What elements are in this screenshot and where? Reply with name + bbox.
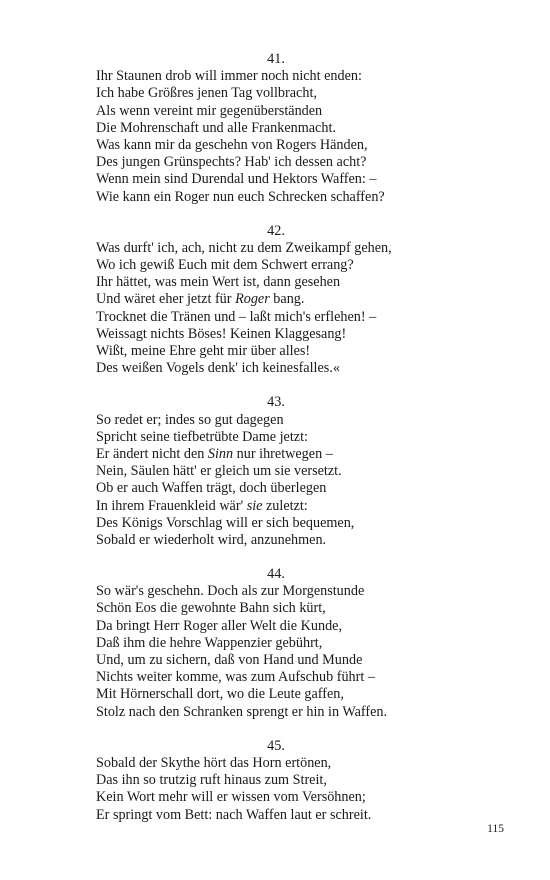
verse-text: So wär's geschehn. Doch als zur Morgenstunde [96,583,365,600]
emphasized-text: Roger [235,291,270,308]
verse-text: Was kann mir da geschehn von Rogers Händen, [96,136,368,153]
verse-text: Das ihn so trutzig ruft hinaus zum Streit, [96,772,327,789]
verse-text: Wo ich gewiß Euch mit dem Schwert errang? [96,257,354,274]
verse-line [96,309,456,326]
stanza-number: 43. [267,394,285,411]
verse-text: Er ändert nicht den [96,445,208,462]
verse-text: zuletzt: [262,497,308,514]
verse-text: bang. [269,291,305,308]
verse-line [96,583,456,600]
verse-text: Sobald der Skythe hört das Horn ertönen, [96,754,332,771]
verse-line [96,360,456,377]
verse-text: Wie kann ein Roger nun euch Schrecken schaffen? [96,188,385,205]
verse-text: Er springt vom Bett: nach Waffen laut er schreit. [96,806,372,823]
verse-text: nur ihretwegen – [233,445,333,462]
verse-line [96,532,456,549]
verse-text: So redet er; indes so gut dagegen [96,411,284,428]
verse-line [96,137,456,154]
verse-text: Was durft' ich, ach, nicht zu dem Zweikampf gehen, [96,239,392,256]
verse-line [96,103,456,120]
verse-text: Stolz nach den Schranken sprengt er hin in Waffen. [96,703,388,720]
verse-text: Des jungen Grünspechts? Hab' ich dessen acht? [96,154,367,171]
verse-text: Wenn mein sind Durendal und Hektors Waffen: – [96,171,377,188]
verse-line [96,498,456,515]
verse-line [96,755,456,772]
verse-line [96,274,456,291]
verse-text: Die Mohrenschaft und alle Frankenmacht. [96,119,336,136]
verse-line [96,68,456,85]
verse-line [96,412,456,429]
verse-text: Und wäret eher jetzt für [96,291,236,308]
page-number: 115 [487,823,504,835]
stanza-number: 42. [267,222,285,239]
verse-text: Daß ihm die hehre Wappenzier gebührt, [96,634,323,651]
verse-text: Trocknet die Tränen und – laßt mich's erflehen! – [96,308,377,325]
verse-line [96,600,456,617]
stanza-number: 45. [267,737,285,754]
stanza [96,223,456,378]
verse-line [96,704,456,721]
verse-line [96,120,456,137]
verse-line [96,189,456,206]
verse-line [96,652,456,669]
page-body [96,51,456,841]
verse-line [96,154,456,171]
verse-line [96,343,456,360]
verse-text: Weissagt nichts Böses! Keinen Klaggesang! [96,325,347,342]
stanza-number: 41. [267,51,285,67]
verse-line [96,618,456,635]
stanza [96,566,456,721]
verse-text: Nichts weiter komme, was zum Aufschub führt – [96,669,375,686]
verse-text: Ihr hättet, was mein Wert ist, dann gesehen [96,274,341,291]
verse-text: In ihrem Frauenkleid wär' [96,497,247,514]
verse-text: Ob er auch Waffen trägt, doch überlegen [96,480,327,497]
verse-text: Schön Eos die gewohnte Bahn sich kürt, [96,600,326,617]
verse-text: Des weißen Vogels denk' ich keinesfalles.« [96,360,340,377]
verse-line [96,789,456,806]
verse-text: Ihr Staunen drob will immer noch nicht enden: [96,68,362,85]
emphasized-text: sie [246,497,263,514]
verse-line [96,772,456,789]
verse-line [96,240,456,257]
verse-line [96,463,456,480]
verse-text: Des Königs Vorschlag will er sich bequemen, [96,514,355,531]
verse-text: Kein Wort mehr will er wissen vom Versöhnen; [96,789,366,806]
verse-line [96,446,456,463]
verse-text: Mit Hörnerschall dort, wo die Leute gaffen, [96,686,344,703]
verse-text: Und, um zu sichern, daß von Hand und Munde [96,652,363,668]
stanza [96,394,456,549]
verse-line [96,807,456,824]
stanza [96,738,456,824]
verse-line [96,429,456,446]
emphasized-text: Sinn [207,445,234,462]
verse-text: Sobald er wiederholt wird, anzunehmen. [96,531,327,548]
verse-text: Wißt, meine Ehre geht mir über alles! [96,343,311,359]
verse-line [96,686,456,703]
verse-line [96,326,456,343]
verse-text: Da bringt Herr Roger aller Welt die Kunde, [96,617,343,634]
verse-line [96,171,456,188]
verse-text: Nein, Säulen hätt' er gleich um sie versetzt. [96,463,342,480]
verse-text: Ich habe Größres jenen Tag vollbracht, [96,85,317,102]
stanza-number: 44. [267,566,285,583]
verse-line [96,85,456,102]
verse-text: Spricht seine tiefbetrübte Dame jetzt: [96,428,308,445]
verse-line [96,257,456,274]
verse-line [96,515,456,532]
verse-line [96,291,456,308]
verse-line [96,669,456,686]
verse-line [96,635,456,652]
stanza [96,51,456,206]
verse-line [96,480,456,497]
verse-text: Als wenn vereint mir gegenüberständen [96,102,323,119]
